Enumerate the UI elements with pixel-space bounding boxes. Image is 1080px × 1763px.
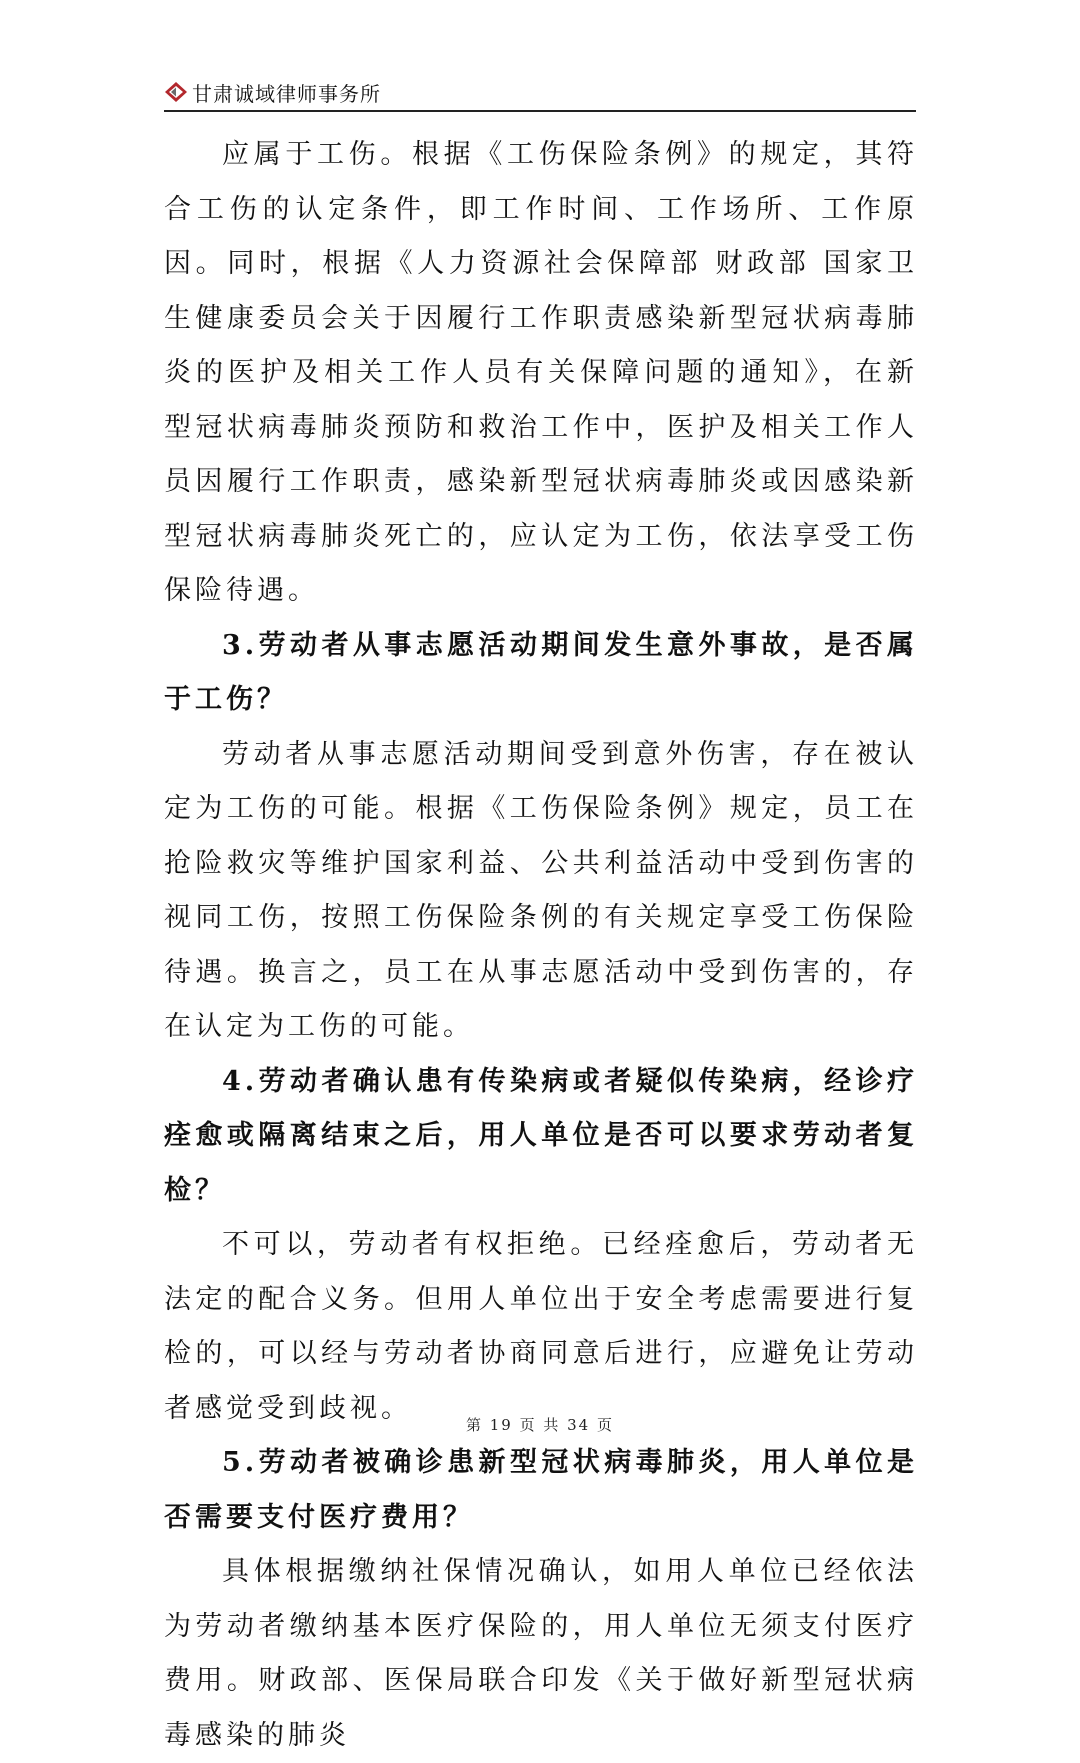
answer-paragraph: 不可以，劳动者有权拒绝。已经痊愈后，劳动者无法定的配合义务。但用人单位出于安全考虑需要进行复检的，可以经与劳动者协商同意后进行，应避免让劳动者感觉受到歧视。 [164, 1229, 918, 1424]
law-firm-logo-icon [164, 81, 188, 103]
page-header [164, 74, 916, 112]
question-heading: 4.劳动者确认患有传染病或者疑似传染病，经诊疗痊愈或隔离结束之后，用人单位是否可以要求劳动者复检？ [164, 1065, 918, 1206]
document-body [164, 128, 918, 1763]
answer-paragraph: 劳动者从事志愿活动期间受到意外伤害，存在被认定为工伤的可能。根据《工伤保险条例》规定，员工在抢险救灾等维护国家利益、公共利益活动中受到伤害的视同工伤，按照工伤保险条例的有关规定享受工伤保险待遇。换言之，员工在从事志愿活动中受到伤害的，存在认定为工伤的可能。 [164, 738, 918, 1042]
answer-paragraph: 具体根据缴纳社保情况确认，如用人单位已经依法为劳动者缴纳基本医疗保险的，用人单位无须支付医疗费用。财政部、医保局联合印发《关于做好新型冠状病毒感染的肺炎 [164, 1556, 918, 1751]
firm-name: 甘肃诚域律师事务所 [192, 81, 381, 106]
question-heading: 3.劳动者从事志愿活动期间发生意外事故，是否属于工伤？ [164, 629, 918, 715]
answer-paragraph: 应属于工伤。根据《工伤保险条例》的规定，其符合工伤的认定条件，即工作时间、工作场所、工作原因。同时，根据《人力资源社会保障部 财政部 国家卫生健康委员会关于因履行工作职责感染新型冠状病毒肺炎的医护及相关工作人员有关保障问题的通知》，在新型冠状病毒肺炎预防和救治工作中，医护及相关工作人员因履行工作职责，感染新型冠状病毒肺炎或因感染新型冠状病毒肺炎死亡的，应认定为工伤，依法享受工伤保险待遇。 [164, 139, 918, 606]
question-heading: 5.劳动者被确诊患新型冠状病毒肺炎，用人单位是否需要支付医疗费用？ [164, 1447, 918, 1533]
page-number: 第 19 页 共 34 页 [465, 1416, 614, 1434]
